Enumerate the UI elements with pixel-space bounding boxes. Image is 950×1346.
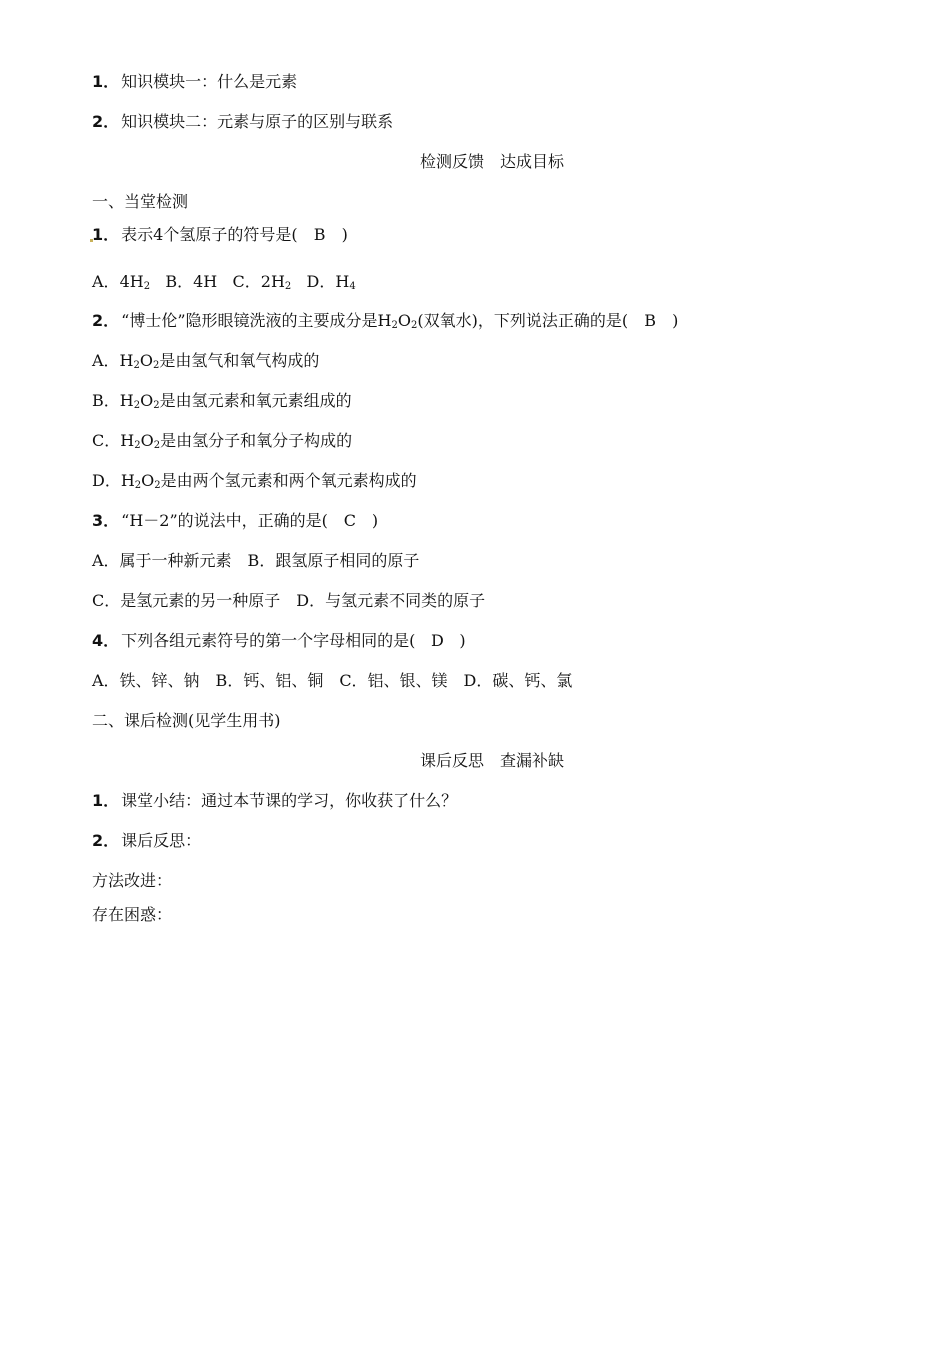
reflect-item-2 [92,831,201,851]
item-number: 1． [92,791,120,810]
question-number: 4． [92,631,120,650]
part1-title: 一、当堂检测 [92,192,189,211]
question-2-option-d: D．$H_2O_2$是由两个氢元素和两个氧元素构成的 [92,471,417,491]
question-stem: 下列各组元素符号的第一个字母相同的是( [121,631,416,650]
answer: C [343,511,357,530]
question-3-options-line-2: C．是氢元素的另一种原子 D．与氢元素不同类的原子 [92,591,486,610]
question-1 [92,225,348,245]
question-stem: 表示4个氢原子的符号是( [121,225,298,244]
question-2-option-c: C．$H_2O_2$是由氢分子和氧分子构成的 [92,431,353,451]
item-text: 知识模块二：元素与原子的区别与联系 [121,112,394,131]
item-text: 课后反思： [121,831,202,850]
option-d: D．$H_4$ [306,272,356,292]
item-number: 2． [92,112,120,131]
section-heading-reflection: 课后反思 查漏补缺 [419,751,564,770]
question-2: 2． “博士伦”隐形眼镜洗液的主要成分是$H_2O_2$(双氧水)，下列说法正确的是( B ) [92,311,679,331]
section-heading-feedback: 检测反馈 达成目标 [419,152,564,171]
question-3: 3． “H－2”的说法中，正确的是( C ) [92,511,379,530]
question-stem: “H－2”的说法中，正确的是( [121,511,328,530]
option-c: C．$2H_2$ [232,272,292,292]
answer: B [313,225,326,244]
question-4-options: A．铁、锌、钠 B．钙、铝、铜 C．铝、银、镁 D．碳、钙、氯 [92,671,573,690]
question-number: 2． [92,311,120,330]
existing-confusion: 存在困惑： [92,905,173,924]
item-number: 2． [92,831,120,850]
item-text: 知识模块一：什么是元素 [121,72,298,91]
answer: D [430,631,444,650]
part2-title: 二、课后检测(见学生用书) [92,711,281,730]
option-a: A．$4H_2$ [92,272,151,292]
review-item-2 [92,112,393,132]
method-improvement: 方法改进： [92,871,173,890]
paren-close: ) [341,225,348,244]
question-4: 4． 下列各组元素符号的第一个字母相同的是( D ) [92,631,466,650]
option-b: B．4H [165,272,218,291]
question-number: 1． [92,225,120,244]
question-number: 3． [92,511,120,530]
item-text: 课堂小结：通过本节课的学习，你收获了什么？ [121,791,458,810]
question-2-option-a: A．$H_2O_2$是由氢气和氧气构成的 [92,351,320,371]
reflect-item-1 [92,791,457,811]
question-3-options-line-1: A．属于一种新元素 B．跟氢原子相同的原子 [92,551,420,570]
question-2-option-b: B．$H_2O_2$是由氢元素和氧元素组成的 [92,391,352,411]
answer: B [644,311,656,330]
item-number: 1． [92,72,120,91]
review-item-1 [92,72,297,92]
question-1-options [92,272,356,292]
